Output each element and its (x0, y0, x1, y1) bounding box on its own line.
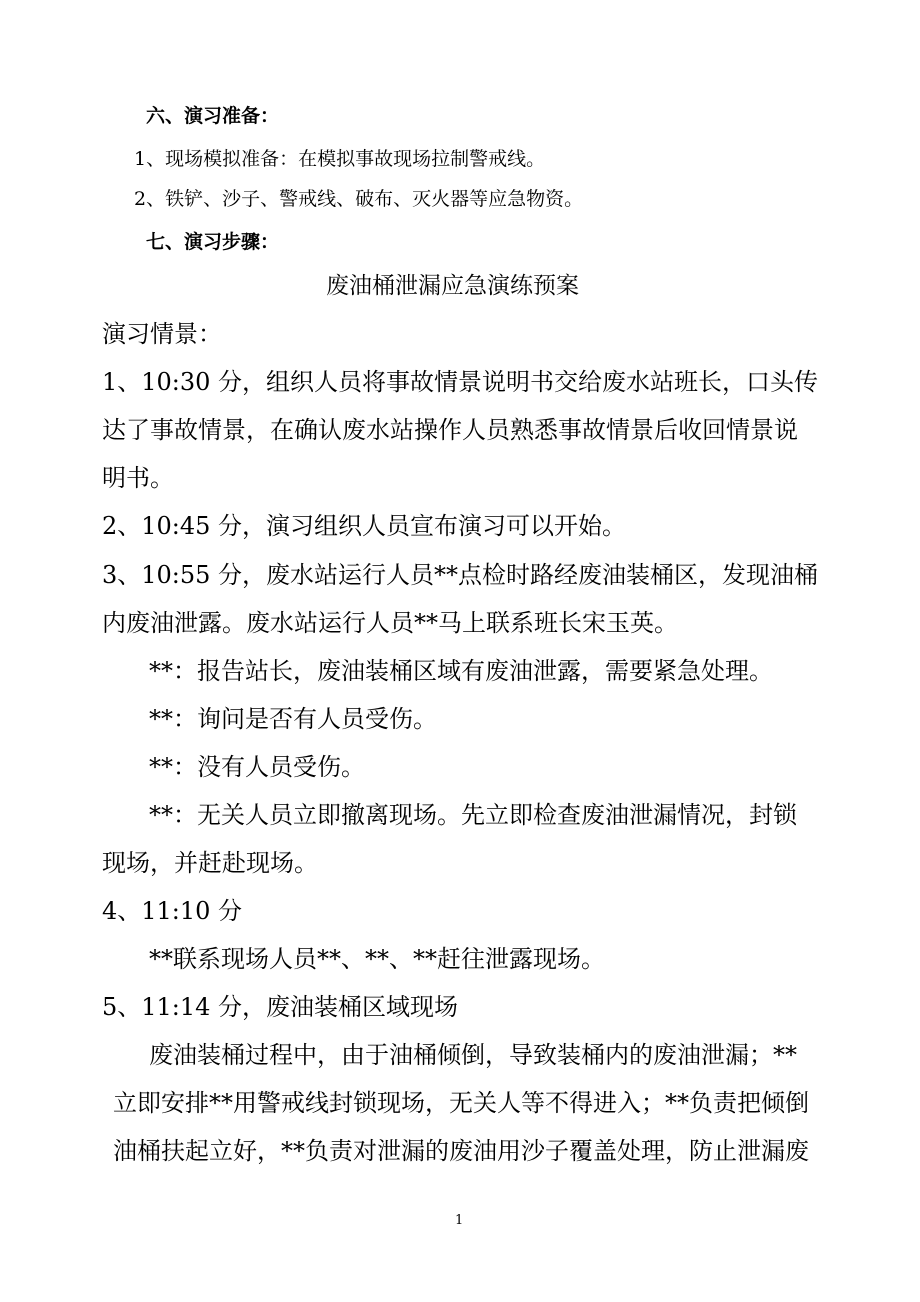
plan-title: 废油桶泄漏应急演练预案 (326, 273, 579, 299)
section-heading-steps: 七、演习步骤： (146, 231, 280, 253)
text-line: 现场，并赶赴现场。 (102, 849, 318, 877)
text-line: 4、11:10 分 (102, 897, 243, 925)
text-line: 2、10:45 分，演习组织人员宣布演习可以开始。 (102, 512, 627, 540)
text-line: **：报告站长，废油装桶区域有废油泄露，需要紧急处理。 (149, 657, 773, 685)
text-line: 5、11:14 分，废油装桶区域现场 (102, 993, 459, 1021)
page-number: 1 (455, 1213, 464, 1228)
text-line: **联系现场人员**、**、**赶往泄露现场。 (149, 945, 605, 973)
preparation-item-2: 2、铁铲、沙子、警戒线、破布、灭火器等应急物资。 (134, 188, 584, 210)
text-line: 内废油泄露。废水站运行人员**马上联系班长宋玉英。 (102, 609, 678, 637)
text-line: 明书。 (102, 464, 174, 492)
text-line: **：询问是否有人员受伤。 (149, 705, 437, 733)
text-line: 油桶扶起立好，**负责对泄漏的废油用沙子覆盖处理，防止泄漏废 (113, 1137, 809, 1165)
preparation-item-1: 1、现场模拟准备：在模拟事故现场拉制警戒线。 (134, 148, 546, 170)
text-line: 3、10:55 分，废水站运行人员**点检时路经废油装桶区，发现油桶 (102, 561, 819, 589)
section-heading-preparation: 六、演习准备： (146, 105, 280, 127)
text-line: 达了事故情景，在确认废水站操作人员熟悉事故情景后收回情景说 (102, 416, 798, 444)
text-line: 立即安排**用警戒线封锁现场，无关人等不得进入；**负责把倾倒 (113, 1089, 809, 1117)
text-line: 1、10:30 分，组织人员将事故情景说明书交给废水站班长，口头传 (102, 368, 819, 396)
text-line: **：没有人员受伤。 (149, 753, 365, 781)
text-line: 废油装桶过程中，由于油桶倾倒，导致装桶内的废油泄漏；** (149, 1041, 797, 1069)
text-line: **：无关人员立即撤离现场。先立即检查废油泄漏情况，封锁 (149, 801, 797, 829)
scenario-label: 演习情景： (102, 320, 222, 348)
